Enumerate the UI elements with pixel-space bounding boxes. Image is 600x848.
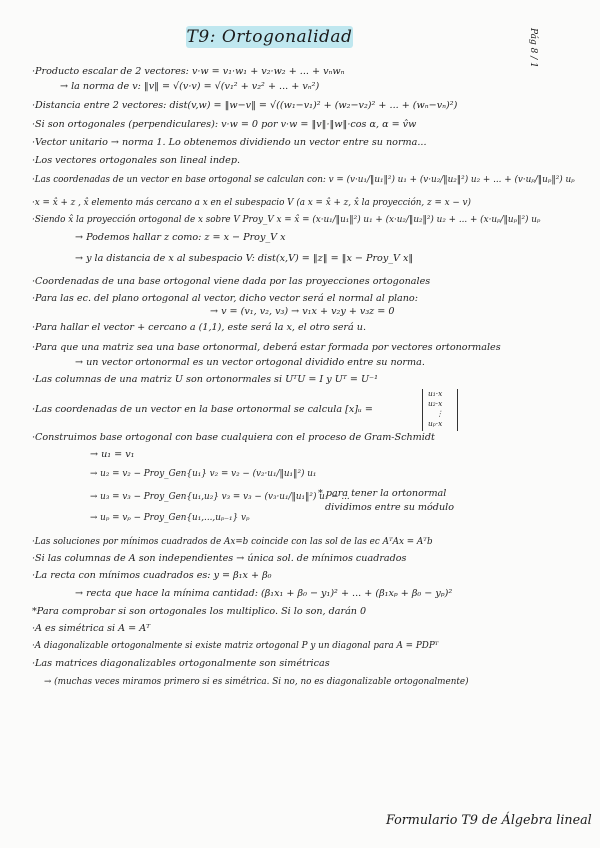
note-line: → u₂ = v₂ − Proy_Gen{u₁} v₂ = v₂ − (v₂·u₁/‖u₁‖²) u₁ xyxy=(90,469,317,479)
note-line: ·x = x̂ + z , x̂ elemento más cercano a x en el subespacio V (a x = x̂ + z, x̂ la proyección, z = x − v) xyxy=(32,198,471,208)
footer-caption: Formulario T9 de Álgebra lineal xyxy=(386,812,592,827)
note-line: → recta que hace la mínima cantidad: (β₁x₁ + β₀ − y₁)² + ... + (β₁xₚ + β₀ − yₚ)² xyxy=(75,588,453,599)
note-line: ·Para hallar el vector + cercano a (1,1), este será la x, el otro será u. xyxy=(32,322,367,333)
note-line: → u₁ = v₁ xyxy=(90,449,135,460)
page-title: T9: Ortogonalidad xyxy=(186,27,353,47)
note-line: ·Si son ortogonales (perpendiculares): v·w = 0 por v·w = ‖v‖·‖w‖·cos α, α = v̂w xyxy=(32,119,417,130)
note-line: *Para comprobar si son ortogonales los multiplico. Si lo son, darán 0 xyxy=(32,606,367,617)
note-line: ·Vector unitario → norma 1. Lo obtenemos dividiendo un vector entre su norma... xyxy=(32,137,427,148)
coordinate-vector-entry: uₚ·x xyxy=(428,419,443,428)
note-line: ·Siendo x̂ la proyección ortogonal de x sobre V Proy_V x = x̂ = (x·u₁/‖u₁‖²) u₁ + (x·u₂/‖u₂‖²) u₂ + ... + (x·uₚ/‖uₚ‖²) uₚ xyxy=(32,215,541,225)
note-line: ·Producto escalar de 2 vectores: v·w = v₁·w₁ + v₂·w₂ + ... + vₙwₙ xyxy=(32,66,345,77)
coordinate-vector-entry: ⋮ xyxy=(436,409,444,418)
note-line: ·Los vectores ortogonales son lineal indep. xyxy=(32,155,241,166)
note-line: → un vector ortonormal es un vector ortogonal dividido entre su norma. xyxy=(75,357,425,368)
note-line: ·Las coordenadas de un vector en la base ortonormal se calcula [x]ᵤ = xyxy=(32,404,373,415)
note-line: ·Construimos base ortogonal con base cualquiera con el proceso de Gram-Schmidt xyxy=(32,432,435,443)
note-line: ·Distancia entre 2 vectores: dist(v,w) = ‖w−v‖ = √((w₁−v₁)² + (w₂−v₂)² + ... + (wₙ−vₙ)²) xyxy=(32,100,458,111)
note-line: ·Las coordenadas de un vector en base ortogonal se calculan con: v = (v·u₁/‖u₁‖²) u₁ + (v·u₂/‖u₂‖²) u₂ + ... + (v·uₚ/‖uₚ‖²) uₚ xyxy=(32,175,575,185)
note-line: → la norma de v: ‖v‖ = √(v·v) = √(v₁² + v₂² + ... + vₙ²) xyxy=(60,81,320,92)
note-line: * para tener la ortonormal xyxy=(318,488,447,499)
note-line: ·Para que una matriz sea una base ortonormal, deberá estar formada por vectores ortonormales xyxy=(32,342,501,353)
note-line: ·A es simétrica si A = Aᵀ xyxy=(32,623,151,634)
note-line: → Podemos hallar z como: z = x − Proy_V x xyxy=(75,232,286,243)
note-line: ·Las columnas de una matriz U son ortonormales si UᵀU = I y Uᵀ = U⁻¹ xyxy=(32,374,378,385)
note-line: → uₚ = vₚ − Proy_Gen{u₁,...,uₚ₋₁} vₚ xyxy=(90,513,250,523)
page-corner-note: Pág 8 / 1 xyxy=(528,28,538,68)
note-line: ·A diagonalizable ortogonalmente si existe matriz ortogonal P y un diagonal para A = PDPᵀ xyxy=(32,641,439,651)
note-line: → (muchas veces miramos primero si es simétrica. Si no, no es diagonalizable ortogonalmente) xyxy=(44,677,469,687)
note-line: → v = (v₁, v₂, v₃) → v₁x + v₂y + v₃z = 0 xyxy=(210,306,395,317)
coordinate-vector-entry: u₂·x xyxy=(428,399,443,408)
note-line: dividimos entre su módulo xyxy=(325,502,454,513)
note-line: ·Coordenadas de una base ortogonal viene dada por las proyecciones ortogonales xyxy=(32,276,431,287)
note-line: → y la distancia de x al subespacio V: dist(x,V) = ‖z‖ = ‖x − Proy_V x‖ xyxy=(75,253,414,264)
note-line: ·La recta con mínimos cuadrados es: y = β₁x + β₀ xyxy=(32,570,272,581)
note-line: ·Las soluciones por mínimos cuadrados de Ax=b coincide con las sol de las ec AᵀAx = Aᵀb xyxy=(32,537,433,547)
note-line: → u₃ = v₃ − Proy_Gen{u₁,u₂} v₃ = v₃ − (v₃·u₁/‖u₁‖²) u₁ − ... xyxy=(90,492,350,502)
note-line: ·Las matrices diagonalizables ortogonalmente son simétricas xyxy=(32,658,330,669)
note-line: ·Si las columnas de A son independientes → única sol. de mínimos cuadrados xyxy=(32,553,407,564)
note-line: ·Para las ec. del plano ortogonal al vector, dicho vector será el normal al plano: xyxy=(32,293,418,304)
coordinate-vector-entry: u₁·x xyxy=(428,389,443,398)
